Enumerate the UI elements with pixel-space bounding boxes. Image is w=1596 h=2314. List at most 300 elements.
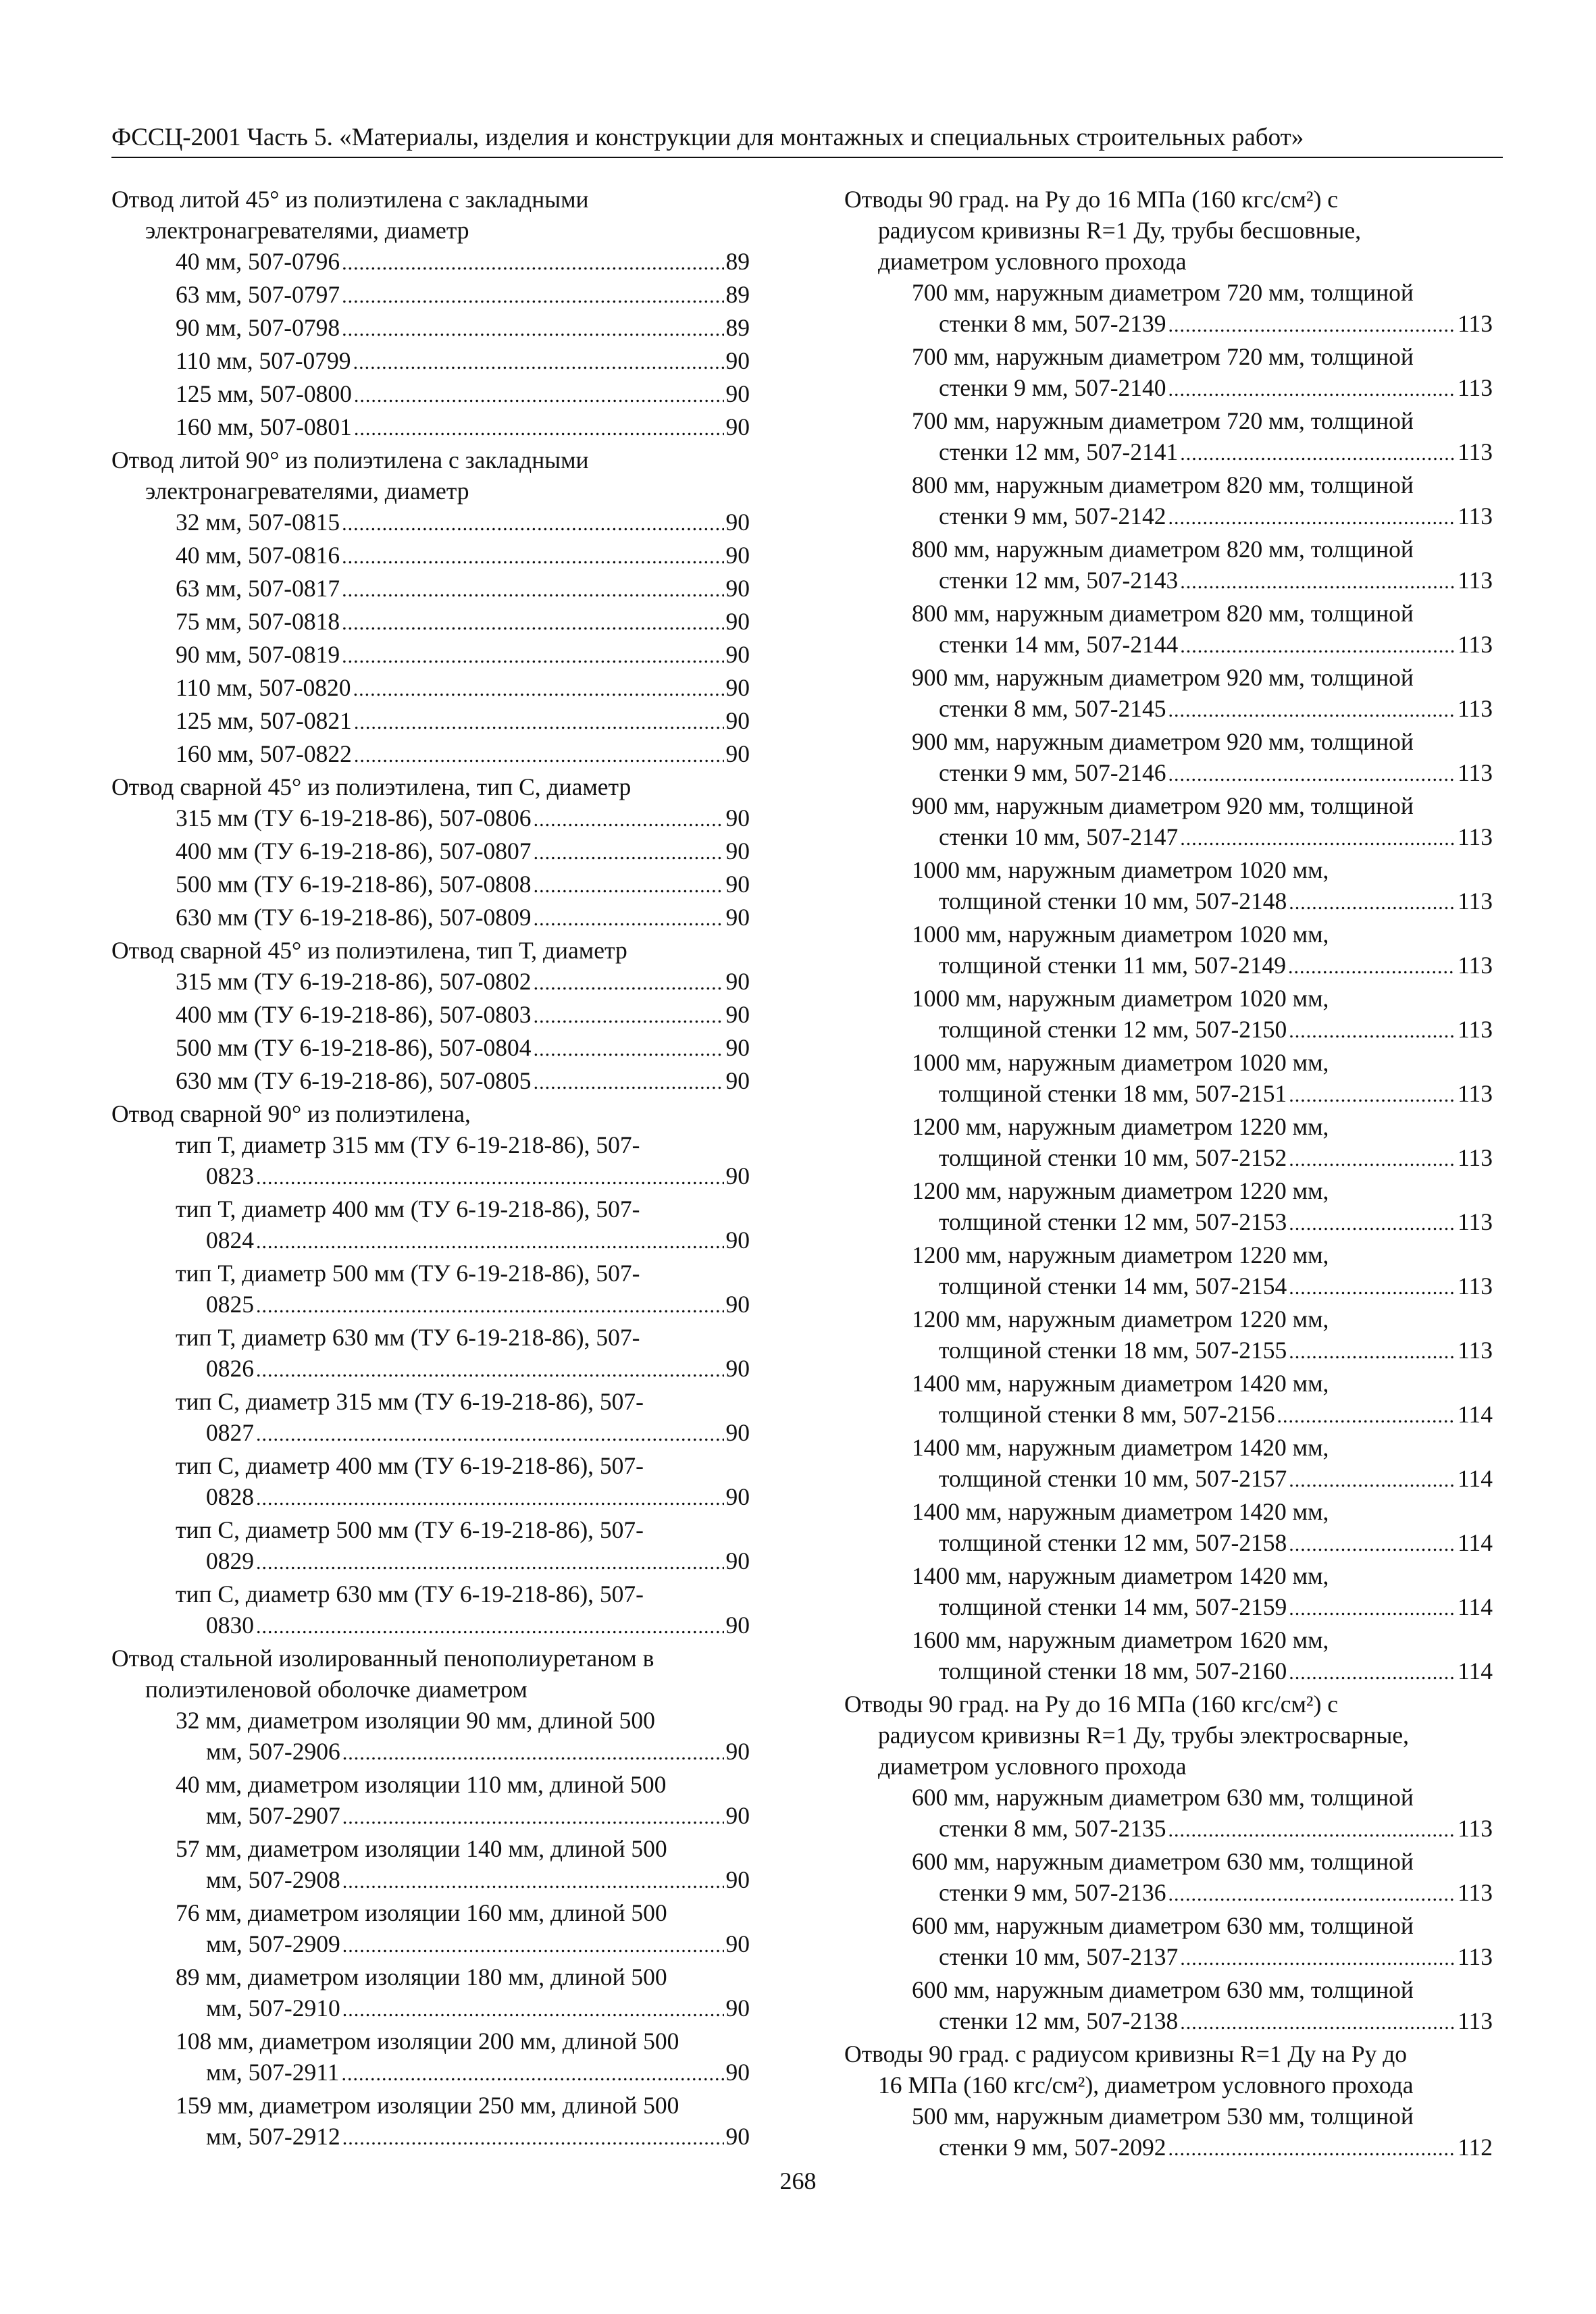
entry-text: толщиной стенки 18 мм, 507-2155	[939, 1337, 1287, 1364]
entry-line	[111, 378, 750, 411]
index-entry	[111, 1769, 750, 1833]
entry-line	[111, 411, 750, 444]
page-ref: 90	[725, 968, 750, 995]
page-ref: 90	[725, 1995, 750, 2022]
entry-text: 800 мм, наружным диаметром 820 мм, толщиной	[912, 536, 1414, 563]
leader-dots	[1168, 1815, 1456, 1846]
entry-text: 108 мм, диаметром изоляции 200 мм, длиной 500	[176, 2028, 679, 2055]
leader-dots	[1168, 695, 1456, 726]
leader-dots	[342, 314, 723, 345]
entry-text: толщиной стенки 12 мм, 507-2150	[939, 1016, 1287, 1043]
index-entry	[111, 902, 750, 935]
entry-text: толщиной стенки 12 мм, 507-2158	[939, 1529, 1287, 1556]
entry-text: стенки 9 мм, 507-2146	[939, 759, 1166, 786]
leader-dots	[256, 1547, 724, 1578]
entry-line	[111, 1322, 750, 1353]
entry-line	[844, 598, 1493, 629]
entry-text: толщиной стенки 11 мм, 507-2149	[939, 952, 1286, 979]
index-heading	[111, 184, 750, 246]
page-ref: 90	[725, 838, 750, 865]
entry-text: тип С, диаметр 400 мм (ТУ 6-19-218-86), 507-	[176, 1452, 644, 1479]
leader-dots	[1289, 1208, 1456, 1239]
page-ref: 90	[725, 674, 750, 701]
entry-line	[844, 1206, 1493, 1239]
page-ref: 89	[725, 281, 750, 308]
index-entry	[844, 1560, 1493, 1624]
entry-line	[844, 534, 1493, 565]
index-entry	[844, 405, 1493, 469]
leader-dots	[1289, 1144, 1456, 1175]
index-entry	[111, 1705, 750, 1769]
entry-line	[111, 1705, 750, 1736]
page-ref: 113	[1458, 310, 1493, 337]
leader-dots	[342, 509, 723, 540]
page-ref: 113	[1458, 1815, 1493, 1842]
entry-text: 159 мм, диаметром изоляции 250 мм, длиной 500	[176, 2092, 679, 2119]
leader-dots	[1168, 759, 1456, 790]
entry-text: 0827	[206, 1419, 254, 1446]
leader-dots	[342, 248, 723, 279]
leader-dots	[534, 1034, 724, 1065]
page-ref: 90	[725, 575, 750, 602]
index-entry	[844, 2101, 1493, 2165]
page-ref: 90	[725, 1738, 750, 1765]
page-ref: 113	[1458, 1016, 1493, 1043]
entry-line	[111, 1032, 750, 1065]
entry-text: толщиной стенки 14 мм, 507-2159	[939, 1593, 1287, 1620]
heading-line: полиэтиленовой оболочке диаметром	[145, 1676, 527, 1703]
heading-line: электронагревателями, диаметр	[145, 217, 469, 244]
entry-text: мм, 507-2907	[206, 1802, 340, 1829]
entry-text: стенки 8 мм, 507-2139	[939, 310, 1166, 337]
entry-text: 1000 мм, наружным диаметром 1020 мм,	[912, 856, 1329, 883]
entry-text: 32 мм, 507-0815	[176, 509, 340, 536]
leader-dots	[342, 575, 723, 606]
page-ref: 113	[1458, 695, 1493, 722]
entry-text: тип Т, диаметр 500 мм (ТУ 6-19-218-86), 507-	[176, 1260, 640, 1287]
heading-line: 16 МПа (160 кгс/см²), диаметром условного прохода	[878, 2072, 1414, 2099]
entry-text: 57 мм, диаметром изоляции 140 мм, длиной 500	[176, 1835, 667, 1862]
entry-text: 1400 мм, наружным диаметром 1420 мм,	[912, 1498, 1329, 1525]
heading-line: Отводы 90 град. на Ру до 16 МПа (160 кгс/см²) с	[844, 186, 1339, 213]
entry-text: 630 мм (ТУ 6-19-218-86), 507-0805	[176, 1067, 532, 1094]
page-ref: 113	[1458, 1337, 1493, 1364]
entry-line	[844, 726, 1493, 757]
page-ref: 113	[1458, 1080, 1493, 1107]
entry-text: 125 мм, 507-0800	[176, 380, 352, 407]
entry-line	[844, 2101, 1493, 2132]
page-ref: 90	[725, 1355, 750, 1382]
entry-line	[111, 1193, 750, 1225]
leader-dots	[342, 1866, 724, 1897]
entry-text: 1400 мм, наружным диаметром 1420 мм,	[912, 1562, 1329, 1589]
leader-dots	[1289, 1593, 1456, 1624]
entry-line	[844, 1399, 1493, 1432]
page-ref: 90	[725, 1067, 750, 1094]
index-entry	[111, 705, 750, 738]
entry-text: 0826	[206, 1355, 254, 1382]
entry-line	[111, 1992, 750, 2026]
page-ref: 113	[1458, 888, 1493, 915]
entry-text: тип С, диаметр 315 мм (ТУ 6-19-218-86), 507-	[176, 1388, 644, 1415]
entry-text: мм, 507-2906	[206, 1738, 340, 1765]
leader-dots	[1180, 567, 1456, 598]
leader-dots	[342, 2123, 724, 2154]
leader-dots	[342, 542, 723, 573]
page-ref: 114	[1458, 1657, 1493, 1685]
entry-line	[111, 902, 750, 935]
entry-text: 600 мм, наружным диаметром 630 мм, толщиной	[912, 1976, 1414, 2003]
index-entry	[111, 639, 750, 672]
page-ref: 113	[1458, 374, 1493, 401]
page-ref: 90	[725, 1001, 750, 1028]
page-ref: 90	[725, 1866, 750, 1893]
entry-line	[111, 966, 750, 999]
entry-line	[111, 639, 750, 672]
index-entry	[111, 246, 750, 279]
entry-line	[111, 2026, 750, 2057]
page-ref: 90	[725, 1483, 750, 1510]
page-ref: 113	[1458, 1943, 1493, 1970]
leader-dots	[1180, 631, 1456, 662]
index-entry	[111, 1578, 750, 1643]
index-entry	[844, 1368, 1493, 1432]
leader-dots	[354, 413, 724, 444]
page-ref: 90	[725, 1034, 750, 1061]
page-ref: 114	[1458, 1529, 1493, 1556]
index-entry	[111, 1322, 750, 1386]
index-entry	[844, 1111, 1493, 1175]
entry-line	[844, 1432, 1493, 1463]
heading-line: электронагревателями, диаметр	[145, 478, 469, 505]
leader-dots	[341, 2059, 723, 2090]
entry-line	[844, 1591, 1493, 1624]
leader-dots	[1277, 1401, 1456, 1432]
leader-dots	[1180, 1943, 1456, 1974]
entry-line	[111, 1417, 750, 1450]
entry-line	[844, 1655, 1493, 1689]
index-heading	[111, 935, 750, 966]
heading-line: Отвод сварной 45° из полиэтилена, тип С, диаметр	[111, 773, 632, 800]
entry-line	[111, 1289, 750, 1322]
entry-line	[844, 1560, 1493, 1591]
entry-text: 900 мм, наружным диаметром 920 мм, толщиной	[912, 664, 1414, 691]
entry-text: 1600 мм, наружным диаметром 1620 мм,	[912, 1626, 1329, 1653]
index-entry	[844, 1432, 1493, 1496]
entry-text: 400 мм (ТУ 6-19-218-86), 507-0803	[176, 1001, 532, 1028]
index-heading	[844, 184, 1493, 277]
entry-line	[111, 1928, 750, 1961]
index-entry	[844, 1175, 1493, 1239]
page-ref: 90	[725, 347, 750, 374]
entry-text: 160 мм, 507-0801	[176, 413, 352, 440]
entry-text: 315 мм (ТУ 6-19-218-86), 507-0806	[176, 804, 532, 831]
entry-text: 1000 мм, наружным диаметром 1020 мм,	[912, 921, 1329, 948]
entry-line	[844, 1974, 1493, 2005]
leader-dots	[534, 804, 724, 835]
entry-text: 630 мм (ТУ 6-19-218-86), 507-0809	[176, 904, 532, 931]
index-entry	[844, 662, 1493, 726]
entry-line	[844, 565, 1493, 598]
index-entry	[111, 1450, 750, 1514]
entry-text: 0824	[206, 1227, 254, 1254]
entry-line	[111, 1386, 750, 1417]
entry-line	[111, 1481, 750, 1514]
page-ref: 90	[725, 1612, 750, 1639]
leader-dots	[534, 871, 724, 902]
entry-text: стенки 9 мм, 507-2142	[939, 503, 1166, 530]
page-ref: 113	[1458, 1208, 1493, 1235]
entry-text: 63 мм, 507-0797	[176, 281, 340, 308]
heading-line: радиусом кривизны R=1 Ду, трубы бесшовные,	[878, 217, 1362, 244]
heading-line: Отводы 90 град. на Ру до 16 МПа (160 кгс/см²) с	[844, 1691, 1339, 1718]
entry-text: 110 мм, 507-0799	[176, 347, 351, 374]
entry-line	[111, 1129, 750, 1160]
leader-dots	[534, 838, 724, 869]
entry-line	[111, 1258, 750, 1289]
entry-text: тип С, диаметр 630 мм (ТУ 6-19-218-86), 507-	[176, 1580, 644, 1608]
index-entry	[111, 1032, 750, 1065]
entry-line	[844, 1368, 1493, 1399]
index-entry	[844, 1974, 1493, 2038]
page-ref: 90	[725, 871, 750, 898]
entry-line	[111, 738, 750, 771]
entry-text: 900 мм, наружным диаметром 920 мм, толщиной	[912, 792, 1414, 819]
entry-text: 600 мм, наружным диаметром 630 мм, толщиной	[912, 1848, 1414, 1875]
index-entry	[111, 1193, 750, 1258]
entry-text: 700 мм, наружным диаметром 720 мм, толщиной	[912, 407, 1414, 434]
entry-line	[111, 705, 750, 738]
page-ref: 113	[1458, 567, 1493, 594]
entry-line	[111, 246, 750, 279]
page-ref: 90	[725, 804, 750, 831]
index-entry	[111, 1833, 750, 1897]
entry-line	[844, 950, 1493, 983]
index-entry	[111, 1897, 750, 1961]
index-entry	[111, 672, 750, 705]
entry-text: 500 мм, наружным диаметром 530 мм, толщиной	[912, 2103, 1414, 2130]
entry-text: 1200 мм, наружным диаметром 1220 мм,	[912, 1241, 1329, 1268]
entry-line	[111, 1450, 750, 1481]
index-entry	[844, 277, 1493, 341]
leader-dots	[534, 1001, 724, 1032]
right-column	[844, 184, 1493, 2165]
entry-line	[844, 500, 1493, 534]
leader-dots	[342, 608, 723, 639]
index-heading	[111, 771, 750, 802]
entry-text: 0825	[206, 1291, 254, 1318]
entry-line	[111, 1864, 750, 1897]
index-entry	[111, 279, 750, 312]
entry-line	[844, 693, 1493, 726]
index-entry	[111, 869, 750, 902]
entry-text: 0823	[206, 1162, 254, 1189]
entry-line	[111, 1578, 750, 1610]
entry-line	[111, 1833, 750, 1864]
index-entry	[844, 854, 1493, 919]
entry-line	[111, 1225, 750, 1258]
leader-dots	[342, 1802, 724, 1833]
index-entry	[111, 312, 750, 345]
entry-text: толщиной стенки 14 мм, 507-2154	[939, 1272, 1287, 1300]
index-entry	[111, 345, 750, 378]
leader-dots	[534, 968, 724, 999]
page-ref: 90	[725, 1419, 750, 1446]
leader-dots	[342, 1738, 724, 1769]
page-ref: 90	[725, 1802, 750, 1829]
leader-dots	[342, 281, 723, 312]
index-heading	[844, 2038, 1493, 2101]
entry-text: 90 мм, 507-0819	[176, 641, 340, 668]
entry-text: стенки 9 мм, 507-2092	[939, 2134, 1166, 2161]
entry-text: 75 мм, 507-0818	[176, 608, 340, 635]
entry-line	[844, 1463, 1493, 1496]
heading-line: радиусом кривизны R=1 Ду, трубы электросварные,	[878, 1722, 1409, 1749]
entry-text: стенки 9 мм, 507-2140	[939, 374, 1166, 401]
entry-line	[111, 507, 750, 540]
entry-text: 110 мм, 507-0820	[176, 674, 351, 701]
entry-line	[111, 345, 750, 378]
index-entry	[844, 1782, 1493, 1846]
entry-line	[111, 999, 750, 1032]
page-ref: 113	[1458, 823, 1493, 850]
index-entry	[111, 540, 750, 573]
entry-text: 89 мм, диаметром изоляции 180 мм, длиной 500	[176, 1963, 667, 1990]
leader-dots	[1288, 952, 1456, 983]
entry-text: тип Т, диаметр 315 мм (ТУ 6-19-218-86), 507-	[176, 1131, 640, 1158]
page-ref: 90	[725, 740, 750, 767]
index-entry	[844, 534, 1493, 598]
entry-text: толщиной стенки 18 мм, 507-2160	[939, 1657, 1287, 1685]
heading-line: Отвод стальной изолированный пенополиуретаном в	[111, 1645, 654, 1672]
entry-text: мм, 507-2911	[206, 2059, 340, 2086]
entry-text: 0828	[206, 1483, 254, 1510]
entry-line	[844, 1877, 1493, 1910]
entry-line	[844, 405, 1493, 436]
entry-line	[844, 1527, 1493, 1560]
index-entry	[111, 966, 750, 999]
entry-text: 1400 мм, наружным диаметром 1420 мм,	[912, 1434, 1329, 1461]
entry-text: 40 мм, 507-0796	[176, 248, 340, 275]
entry-line	[844, 1078, 1493, 1111]
index-heading	[111, 1098, 750, 1129]
leader-dots	[1168, 310, 1456, 341]
entry-text: мм, 507-2908	[206, 1866, 340, 1893]
entry-line	[844, 1270, 1493, 1304]
entry-line	[844, 1496, 1493, 1527]
entry-text: тип С, диаметр 500 мм (ТУ 6-19-218-86), 507-	[176, 1516, 644, 1543]
index-entry	[844, 790, 1493, 854]
entry-line	[844, 1846, 1493, 1877]
entry-text: тип Т, диаметр 400 мм (ТУ 6-19-218-86), 507-	[176, 1195, 640, 1223]
leader-dots	[1168, 2134, 1456, 2165]
entry-text: 90 мм, 507-0798	[176, 314, 340, 341]
index-entry	[111, 378, 750, 411]
entry-line	[844, 1624, 1493, 1655]
index-entry	[111, 1129, 750, 1193]
entry-line	[111, 1800, 750, 1833]
index-entry	[844, 1239, 1493, 1304]
page-ref: 113	[1458, 503, 1493, 530]
entry-text: 500 мм (ТУ 6-19-218-86), 507-0804	[176, 1034, 532, 1061]
index-heading	[111, 1643, 750, 1705]
index-entry	[844, 983, 1493, 1047]
entry-text: 76 мм, диаметром изоляции 160 мм, длиной 500	[176, 1899, 667, 1926]
entry-text: 1400 мм, наружным диаметром 1420 мм,	[912, 1370, 1329, 1397]
entry-text: 32 мм, диаметром изоляции 90 мм, длиной 500	[176, 1707, 655, 1734]
leader-dots	[354, 380, 724, 411]
leader-dots	[1289, 1657, 1456, 1689]
leader-dots	[256, 1291, 724, 1322]
entry-line	[844, 1782, 1493, 1813]
page-ref: 90	[725, 2123, 750, 2150]
leader-dots	[1180, 438, 1456, 469]
entry-line	[111, 1610, 750, 1643]
entry-line	[844, 1335, 1493, 1368]
entry-text: 600 мм, наружным диаметром 630 мм, толщиной	[912, 1784, 1414, 1811]
leader-dots	[256, 1483, 724, 1514]
leader-dots	[342, 1995, 724, 2026]
index-entry	[111, 573, 750, 606]
page-ref: 90	[725, 1227, 750, 1254]
entry-line	[844, 1142, 1493, 1175]
entry-line	[111, 1160, 750, 1193]
entry-line	[111, 1736, 750, 1769]
entry-line	[111, 835, 750, 869]
entry-text: толщиной стенки 8 мм, 507-2156	[939, 1401, 1275, 1428]
page-ref: 113	[1458, 952, 1493, 979]
index-entry	[844, 598, 1493, 662]
entry-line	[111, 1545, 750, 1578]
entry-text: 900 мм, наружным диаметром 920 мм, толщиной	[912, 728, 1414, 755]
entry-line	[844, 919, 1493, 950]
entry-text: 600 мм, наружным диаметром 630 мм, толщиной	[912, 1912, 1414, 1939]
page-ref: 90	[725, 608, 750, 635]
leader-dots	[353, 674, 724, 705]
entry-text: 1200 мм, наружным диаметром 1220 мм,	[912, 1113, 1329, 1140]
left-column	[111, 184, 750, 2154]
entry-text: толщиной стенки 10 мм, 507-2157	[939, 1465, 1287, 1492]
heading-line: диаметром условного прохода	[878, 248, 1187, 275]
index-entry	[111, 2026, 750, 2090]
entry-text: стенки 8 мм, 507-2145	[939, 695, 1166, 722]
page-ref: 90	[725, 1930, 750, 1957]
index-entry	[844, 919, 1493, 983]
entry-text: толщиной стенки 12 мм, 507-2153	[939, 1208, 1287, 1235]
entry-text: стенки 14 мм, 507-2144	[939, 631, 1179, 658]
entry-line	[844, 1175, 1493, 1206]
entry-text: 0829	[206, 1547, 254, 1574]
leader-dots	[353, 347, 724, 378]
heading-line: Отвод литой 90° из полиэтилена с закладными	[111, 446, 589, 473]
page-ref: 90	[725, 904, 750, 931]
page-ref: 90	[725, 380, 750, 407]
entry-text: стенки 12 мм, 507-2138	[939, 2007, 1179, 2034]
index-entry	[111, 999, 750, 1032]
entry-text: 315 мм (ТУ 6-19-218-86), 507-0802	[176, 968, 532, 995]
page-ref: 90	[725, 542, 750, 569]
page-ref: 114	[1458, 1401, 1493, 1428]
entry-line	[111, 869, 750, 902]
heading-line: Отвод сварной 45° из полиэтилена, тип Т, диаметр	[111, 937, 627, 964]
entry-line	[844, 885, 1493, 919]
entry-text: 1200 мм, наружным диаметром 1220 мм,	[912, 1306, 1329, 1333]
page-ref: 113	[1458, 1272, 1493, 1300]
leader-dots	[256, 1612, 724, 1643]
entry-line	[111, 1769, 750, 1800]
index-entry	[111, 802, 750, 835]
entry-line	[111, 802, 750, 835]
